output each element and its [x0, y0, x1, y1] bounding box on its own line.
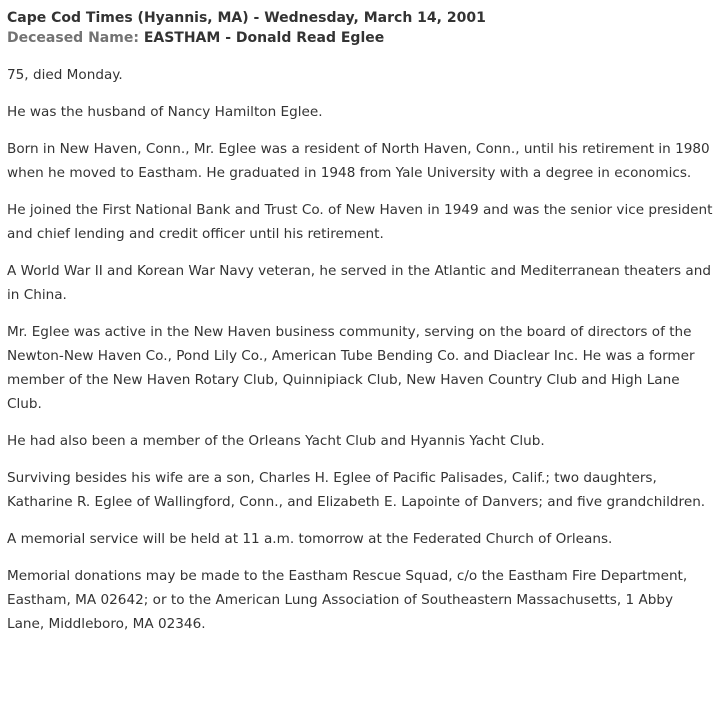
- obituary-paragraph: He was the husband of Nancy Hamilton Eglee.: [7, 104, 323, 120]
- publication-line: [7, 8, 714, 28]
- obituary-paragraph: 75, died Monday.: [7, 67, 123, 83]
- deceased-town: EASTHAM: [143, 30, 221, 46]
- deceased-separator: -: [220, 30, 236, 46]
- obituary-header: [7, 8, 714, 48]
- header-separator: -: [248, 10, 265, 26]
- obituary-paragraph: Born in New Haven, Conn., Mr. Eglee was a resident of North Haven, Conn., until his retirement in 1980 when he moved to Eastham. He graduated in 1948 from Yale University with a degree in economics.: [7, 141, 710, 181]
- obituary-paragraph: He joined the First National Bank and Trust Co. of New Haven in 1949 and was the senior vice president and chief lending and credit officer until his retirement.: [7, 202, 713, 242]
- obituary-paragraph: A World War II and Korean War Navy veteran, he served in the Atlantic and Mediterranean theaters and in China.: [7, 263, 711, 303]
- obituary-paragraph: A memorial service will be held at 11 a.m. tomorrow at the Federated Church of Orleans.: [7, 531, 613, 547]
- obituary-paragraph: Memorial donations may be made to the Eastham Rescue Squad, c/o the Eastham Fire Department, Eastham, MA 02642; or to the American Lung Association of Southeastern Massachusetts, 1 Abby Lane, Middleboro, MA 02346.: [7, 568, 688, 632]
- obituary-paragraph: Mr. Eglee was active in the New Haven business community, serving on the board of directors of the Newton-New Haven Co., Pond Lily Co., American Tube Bending Co. and Diaclear Inc. He was a former member of the New Haven Rotary Club, Quinnipiack Club, New Haven Country Club and High Lane Club.: [7, 324, 695, 412]
- deceased-line: [7, 28, 714, 48]
- publication-name: Cape Cod Times (Hyannis, MA): [7, 10, 249, 26]
- obituary-paragraph: Surviving besides his wife are a son, Charles H. Eglee of Pacific Palisades, Calif.; two daughters, Katharine R. Eglee of Wallingford, Conn., and Elizabeth E. Lapointe of Danvers; and five grandchildren.: [7, 470, 706, 510]
- deceased-label: Deceased Name:: [7, 30, 139, 46]
- obituary-paragraph: He had also been a member of the Orleans Yacht Club and Hyannis Yacht Club.: [7, 433, 545, 449]
- publication-date: Wednesday, March 14, 2001: [264, 10, 486, 26]
- obituary-body: [7, 63, 714, 636]
- deceased-name: Donald Read Eglee: [235, 30, 385, 46]
